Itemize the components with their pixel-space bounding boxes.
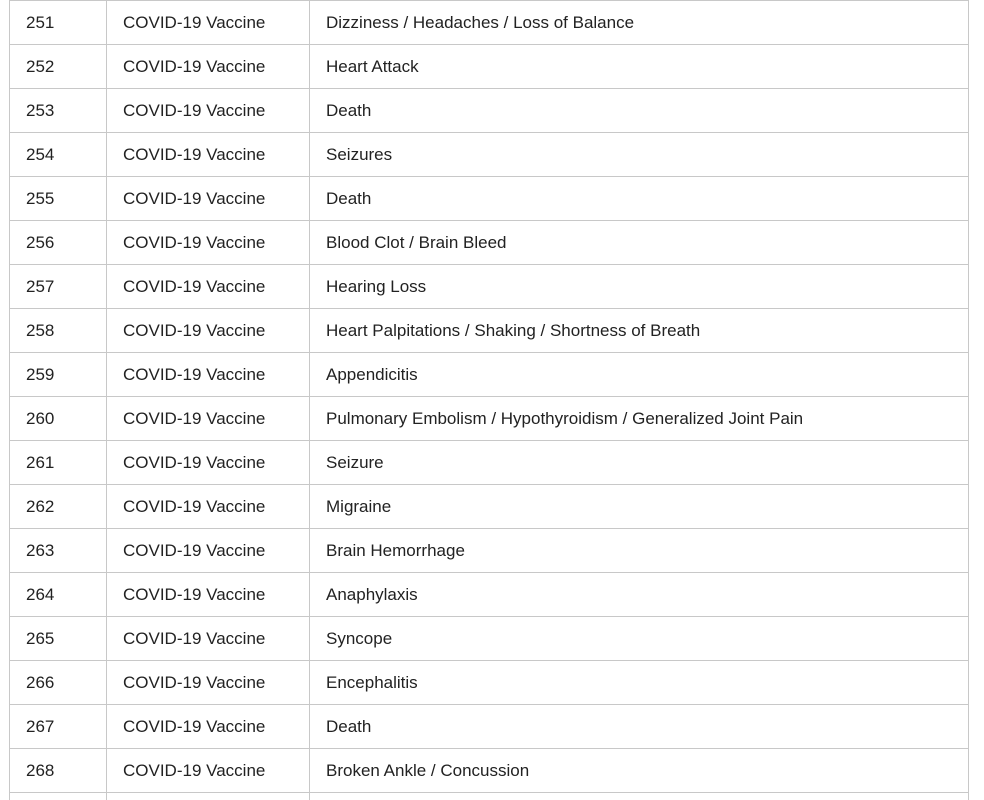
table-row: [10, 177, 969, 221]
adverse-event-cell: Hearing Loss: [310, 265, 969, 309]
row-number-cell: 256: [10, 221, 107, 265]
row-number-cell: 253: [10, 89, 107, 133]
row-number-cell: 252: [10, 45, 107, 89]
vaccine-cell: COVID-19 Vaccine: [107, 617, 310, 661]
row-number-cell: 260: [10, 397, 107, 441]
table-body: [10, 1, 969, 800]
adverse-event-cell: Syncope: [310, 617, 969, 661]
vaccine-cell: COVID-19 Vaccine: [107, 441, 310, 485]
row-number-cell: [10, 793, 107, 800]
row-number-cell: 264: [10, 573, 107, 617]
row-number-cell: 268: [10, 749, 107, 793]
vaccine-cell: COVID-19 Vaccine: [107, 353, 310, 397]
row-number-cell: 263: [10, 529, 107, 573]
vaccine-cell: COVID-19 Vaccine: [107, 705, 310, 749]
vaccine-cell: COVID-19 Vaccine: [107, 309, 310, 353]
vaccine-cell: COVID-19 Vaccine: [107, 397, 310, 441]
adverse-event-cell: Encephalitis: [310, 661, 969, 705]
table-row: [10, 749, 969, 793]
adverse-event-cell: Heart Palpitations / Shaking / Shortness of Breath: [310, 309, 969, 353]
table-row: [10, 353, 969, 397]
table-row: [10, 309, 969, 353]
vaccine-cell: COVID-19 Vaccine: [107, 1, 310, 45]
adverse-event-cell: Pulmonary Embolism / Hypothyroidism / Generalized Joint Pain: [310, 397, 969, 441]
row-number-cell: 266: [10, 661, 107, 705]
row-number-cell: 267: [10, 705, 107, 749]
row-number-cell: 258: [10, 309, 107, 353]
row-number-cell: 265: [10, 617, 107, 661]
vaccine-cell: COVID-19 Vaccine: [107, 573, 310, 617]
row-number-cell: 257: [10, 265, 107, 309]
adverse-events-table: [9, 0, 969, 800]
row-number-cell: 254: [10, 133, 107, 177]
vaccine-cell: COVID-19 Vaccine: [107, 529, 310, 573]
vaccine-cell: COVID-19 Vaccine: [107, 133, 310, 177]
table-row: [10, 529, 969, 573]
adverse-event-cell: Death: [310, 177, 969, 221]
vaccine-cell: COVID-19 Vaccine: [107, 661, 310, 705]
vaccine-cell: COVID-19 Vaccine: [107, 89, 310, 133]
adverse-event-cell: [310, 793, 969, 800]
adverse-event-cell: Seizure: [310, 441, 969, 485]
vaccine-cell: COVID-19 Vaccine: [107, 749, 310, 793]
table-row: [10, 221, 969, 265]
adverse-event-cell: Death: [310, 89, 969, 133]
row-number-cell: 259: [10, 353, 107, 397]
adverse-event-cell: Heart Attack: [310, 45, 969, 89]
adverse-event-cell: Death: [310, 705, 969, 749]
table-row: [10, 573, 969, 617]
table-row: [10, 661, 969, 705]
table-row: [10, 441, 969, 485]
table-row: [10, 133, 969, 177]
row-number-cell: 251: [10, 1, 107, 45]
adverse-event-cell: Appendicitis: [310, 353, 969, 397]
adverse-event-cell: Brain Hemorrhage: [310, 529, 969, 573]
table-row-partial: [10, 793, 969, 800]
table-row: [10, 485, 969, 529]
table-row: [10, 1, 969, 45]
vaccine-cell: COVID-19 Vaccine: [107, 485, 310, 529]
vaccine-cell: COVID-19 Vaccine: [107, 45, 310, 89]
adverse-event-cell: Broken Ankle / Concussion: [310, 749, 969, 793]
vaccine-cell: COVID-19 Vaccine: [107, 221, 310, 265]
row-number-cell: 262: [10, 485, 107, 529]
adverse-event-cell: Anaphylaxis: [310, 573, 969, 617]
adverse-event-cell: Blood Clot / Brain Bleed: [310, 221, 969, 265]
table-row: [10, 45, 969, 89]
table-row: [10, 617, 969, 661]
vaccine-cell: COVID-19 Vaccine: [107, 265, 310, 309]
adverse-event-cell: Dizziness / Headaches / Loss of Balance: [310, 1, 969, 45]
vaccine-cell: COVID-19 Vaccine: [107, 177, 310, 221]
vaccine-cell: [107, 793, 310, 800]
adverse-event-cell: Seizures: [310, 133, 969, 177]
adverse-event-cell: Migraine: [310, 485, 969, 529]
table-row: [10, 705, 969, 749]
table-row: [10, 397, 969, 441]
row-number-cell: 255: [10, 177, 107, 221]
row-number-cell: 261: [10, 441, 107, 485]
table-row: [10, 265, 969, 309]
table-row: [10, 89, 969, 133]
